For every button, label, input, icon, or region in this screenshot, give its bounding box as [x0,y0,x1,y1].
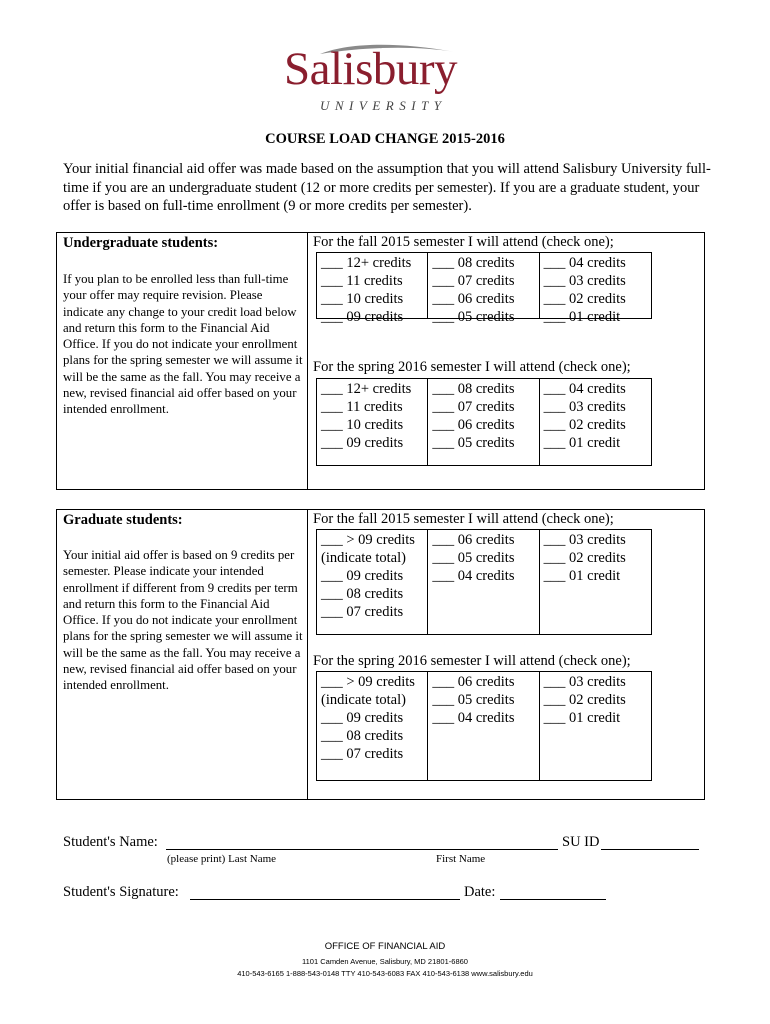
credit-option[interactable]: ___ 02 credits [543,550,626,566]
credit-option[interactable]: ___ 06 credits [432,417,515,433]
credit-option[interactable]: ___ 05 credits [432,309,515,325]
student-name-field[interactable] [166,849,558,850]
date-field[interactable] [500,899,606,900]
signature-label: Student's Signature: [63,884,179,900]
credit-option[interactable]: ___ 01 credit [543,710,621,726]
undergraduate-heading: Undergraduate students: [63,235,219,251]
credit-option[interactable]: ___ 09 credits [321,435,404,451]
credit-option[interactable]: ___ 03 credits [543,532,626,548]
credit-option[interactable]: ___ > 09 credits [321,674,415,690]
footer-contact: 410-543-6165 1-888-543-0148 TTY 410-543-6083 FAX 410-543-6138 www.salisbury.edu [237,969,533,978]
credit-option[interactable]: ___ 06 credits [432,674,515,690]
credit-option[interactable]: ___ 04 credits [543,381,626,397]
footer-office: OFFICE OF FINANCIAL AID [324,941,446,952]
credit-option[interactable]: ___ 08 credits [432,381,515,397]
logo-wordmark: Salisbury [284,43,458,95]
grad-fall-heading: For the fall 2015 semester I will attend (check one); [313,511,614,527]
student-name-label: Student's Name: [63,834,158,850]
grad-fall-options [316,529,652,635]
indicate-total-note: (indicate total) [321,692,406,708]
footer-address: 1101 Camden Avenue, Salisbury, MD 21801-6860 [302,957,468,966]
credit-option[interactable]: ___ 06 credits [432,532,515,548]
credit-option[interactable]: ___ 01 credit [543,568,621,584]
graduate-instructions: Your initial aid offer is based on 9 credits per semester. Please indicate your intended enrollment if different from 9 credits per term and return this form to the Financial Aid Office. If you do not indicate your enrollment plans for the spring semester we will assume it will be the same as the fall. You may receive a new, revised financial aid offer based on your intended enrollment. [63,548,303,693]
credit-option[interactable]: ___ 05 credits [432,692,515,708]
credit-option[interactable]: ___ 02 credits [543,417,626,433]
credit-option[interactable]: ___ 10 credits [321,291,404,307]
salisbury-logo [280,40,490,115]
suid-label: SU ID [562,834,600,850]
last-name-hint: (please print) Last Name [167,853,277,865]
credit-option[interactable]: ___ 10 credits [321,417,404,433]
credit-option[interactable]: ___ 04 credits [543,255,626,271]
credit-option[interactable]: ___ 03 credits [543,674,626,690]
undergrad-fall-heading: For the fall 2015 semester I will attend (check one); [313,234,614,250]
suid-field[interactable] [601,849,699,850]
first-name-hint: First Name [436,853,486,865]
credit-option[interactable]: ___ 07 credits [321,604,404,620]
credit-option[interactable]: ___ 04 credits [432,710,515,726]
graduate-section [56,509,705,800]
signature-field[interactable] [190,899,460,900]
credit-option[interactable]: ___ 06 credits [432,291,515,307]
credit-option[interactable]: ___ 08 credits [321,586,404,602]
undergrad-spring-options [316,378,652,466]
grad-spring-heading: For the spring 2016 semester I will attend (check one); [313,653,631,669]
credit-option[interactable]: ___ 09 credits [321,710,404,726]
undergrad-spring-heading: For the spring 2016 semester I will attend (check one); [313,359,631,375]
credit-option[interactable]: ___ 08 credits [432,255,515,271]
credit-option[interactable]: ___ > 09 credits [321,532,415,548]
credit-option[interactable]: ___ 05 credits [432,550,515,566]
graduate-heading: Graduate students: [63,512,183,528]
credit-option[interactable]: ___ 03 credits [543,273,626,289]
credit-option[interactable]: ___ 01 credit [543,435,621,451]
credit-option[interactable]: ___ 03 credits [543,399,626,415]
credit-option[interactable]: ___ 07 credits [432,273,515,289]
indicate-total-note: (indicate total) [321,550,406,566]
undergraduate-section [56,232,705,490]
grad-spring-options [316,671,652,781]
page-title: COURSE LOAD CHANGE 2015-2016 [265,131,505,147]
credit-option[interactable]: ___ 08 credits [321,728,404,744]
undergrad-fall-options [316,252,652,325]
credit-option[interactable]: ___ 04 credits [432,568,515,584]
credit-option[interactable]: ___ 12+ credits [321,255,412,271]
undergraduate-info-column [57,233,308,489]
graduate-info-column [57,510,308,799]
credit-option[interactable]: ___ 11 credits [321,399,403,415]
credit-option[interactable]: ___ 12+ credits [321,381,412,397]
intro-paragraph: Your initial financial aid offer was made based on the assumption that you will attend Salisbury University full-time if you are an undergraduate student (12 or more credits per semester). If you are a graduate student, your offer is based on full-time enrollment (9 or more credits per semester). [63,161,711,214]
logo-subtitle: UNIVERSITY [320,98,447,113]
credit-option[interactable]: ___ 07 credits [321,746,404,762]
credit-option[interactable]: ___ 01 credit [543,309,621,325]
credit-option[interactable]: ___ 11 credits [321,273,403,289]
date-label: Date: [464,884,496,900]
credit-option[interactable]: ___ 09 credits [321,568,404,584]
credit-option[interactable]: ___ 02 credits [543,291,626,307]
credit-option[interactable]: ___ 02 credits [543,692,626,708]
undergraduate-instructions: If you plan to be enrolled less than full-time your offer may require revision. Please indicate any change to your credit load below and return this form to the Financial Aid Office. If you do not indicate your enrollment plans for the spring semester we will assume it will be the same as the fall. You may receive a new, revised financial aid offer based on your intended enrollment. [63,272,303,417]
credit-option[interactable]: ___ 07 credits [432,399,515,415]
credit-option[interactable]: ___ 05 credits [432,435,515,451]
credit-option[interactable]: ___ 09 credits [321,309,404,325]
